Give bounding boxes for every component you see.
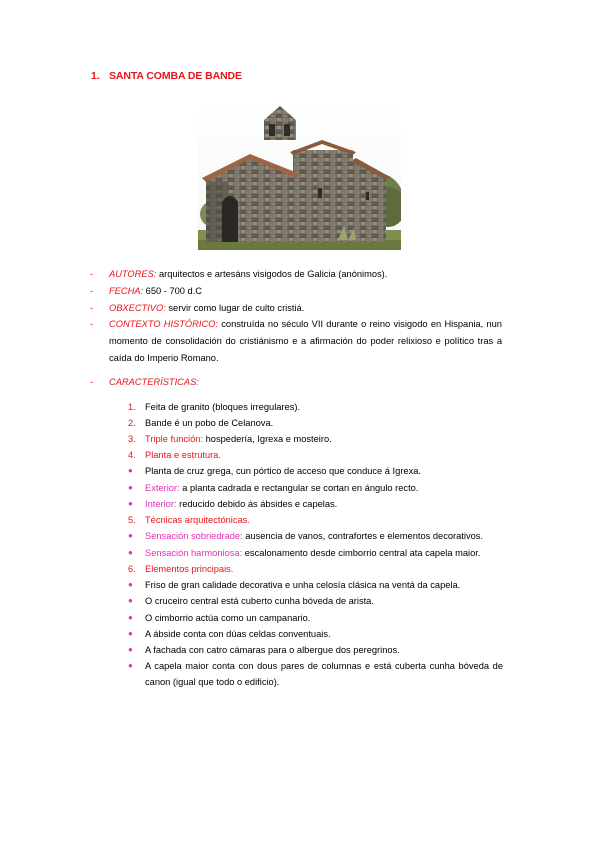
list-item [128,415,503,431]
list-item [128,496,503,512]
item-lead: Sensación harmoniosa: [145,548,243,558]
list-item [128,512,503,528]
list-item [128,399,503,415]
item-text: Planta de cruz grega, cun pórtico de acceso que conduce á Igrexa. [145,466,421,476]
dash-marker: - [90,377,94,387]
info-label: CONTEXTO HISTÓRICO: [109,319,218,329]
list-marker: 3. [128,434,136,444]
item-lead: Elementos principais. [145,564,234,574]
bullet-icon: ● [128,661,133,670]
bullet-icon: ● [128,548,133,557]
bullet-icon: ● [128,499,133,508]
item-text: A ábside conta con dúas celdas conventuais. [145,629,331,639]
info-text: construída no século VII durante o reino visigodo en Hispania, nun momento de consolidación do cristiánismo e a afirmación do poder relixioso e político tras a caída do Imperio Romano. [109,319,502,363]
info-label: OBXECTIVO: [109,303,166,313]
item-lead: Interior: [145,499,177,509]
item-lead: Triple función: [145,434,204,444]
item-text: hospedería, Igrexa e mosteiro. [203,434,332,444]
info-text: 650 - 700 d.C [143,286,203,296]
info-text: servir como lugar de culto cristiá. [165,303,305,313]
caracteristicas-label: CARACTERÍSTICAS: [109,377,199,387]
list-marker: 2. [128,418,136,428]
info-fecha [90,283,502,300]
info-label: FECHA: [109,286,144,296]
bullet-icon: ● [128,483,133,492]
item-text: Bande é un pobo de Celanova. [145,418,274,428]
list-item [128,561,503,577]
section-title [91,70,242,82]
item-lead: Sensación sobriedrade: [145,531,243,541]
list-item [128,642,503,658]
section-number: 1. [91,70,100,82]
item-lead: Planta e estrutura. [145,450,221,460]
list-item [128,431,503,447]
church-photo [198,102,401,250]
item-text: A fachada con catro cámaras para o albergue dos peregrinos. [145,645,400,655]
bullet-icon: ● [128,613,133,622]
list-item [128,626,503,642]
bullet-icon: ● [128,466,133,475]
bullet-icon: ● [128,645,133,654]
dash-marker: - [90,286,94,296]
bullet-icon: ● [128,531,133,540]
item-text: escalonamento desde cimborrio central ata capela maior. [242,548,481,558]
info-text: arquitectos e artesáns visigodos de Galicia (anónimos). [156,269,388,279]
list-marker: 5. [128,515,136,525]
list-marker: 4. [128,450,136,460]
info-autores [90,266,502,283]
list-marker: 6. [128,564,136,574]
dash-marker: - [90,303,94,313]
section-title-text: SANTA COMBA DE BANDE [109,70,242,82]
list-item [128,545,503,561]
bullet-icon: ● [128,629,133,638]
caracteristicas-heading [90,374,502,391]
info-label: AUTORES: [109,269,157,279]
list-item [128,463,503,479]
list-marker: 1. [128,402,136,412]
dash-marker: - [90,319,94,329]
item-text: O cimborrio actúa como un campanario. [145,613,311,623]
list-item [128,658,503,691]
item-text: ausencia de vanos, contrafortes e elementos decorativos. [242,531,483,541]
list-item [128,480,503,496]
item-text: reducido debido ás ábsides e capelas. [176,499,338,509]
list-item [128,447,503,463]
info-contexto [90,316,502,367]
info-obxectivo [90,300,502,317]
item-text: Feita de granito (bloques irregulares). [145,402,301,412]
bullet-icon: ● [128,580,133,589]
list-item [128,610,503,626]
item-text: Friso de gran calidade decorativa e unha celosía clásica na ventá da capela. [145,580,461,590]
bullet-icon: ● [128,596,133,605]
list-item [128,577,503,593]
dash-marker: - [90,269,94,279]
list-item [128,593,503,609]
item-text: A capela maior conta con dous pares de columnas e está cuberta cunha bóveda de canon (igual que todo o edificio). [145,661,503,688]
list-item [128,528,503,544]
item-lead: Exterior: [145,483,180,493]
item-text: O cruceiro central está cuberto cunha bóveda de arista. [145,596,374,606]
item-lead: Técnicas arquitectónicas. [145,515,250,525]
item-text: a planta cadrada e rectangular se cortan en ángulo recto. [179,483,419,493]
